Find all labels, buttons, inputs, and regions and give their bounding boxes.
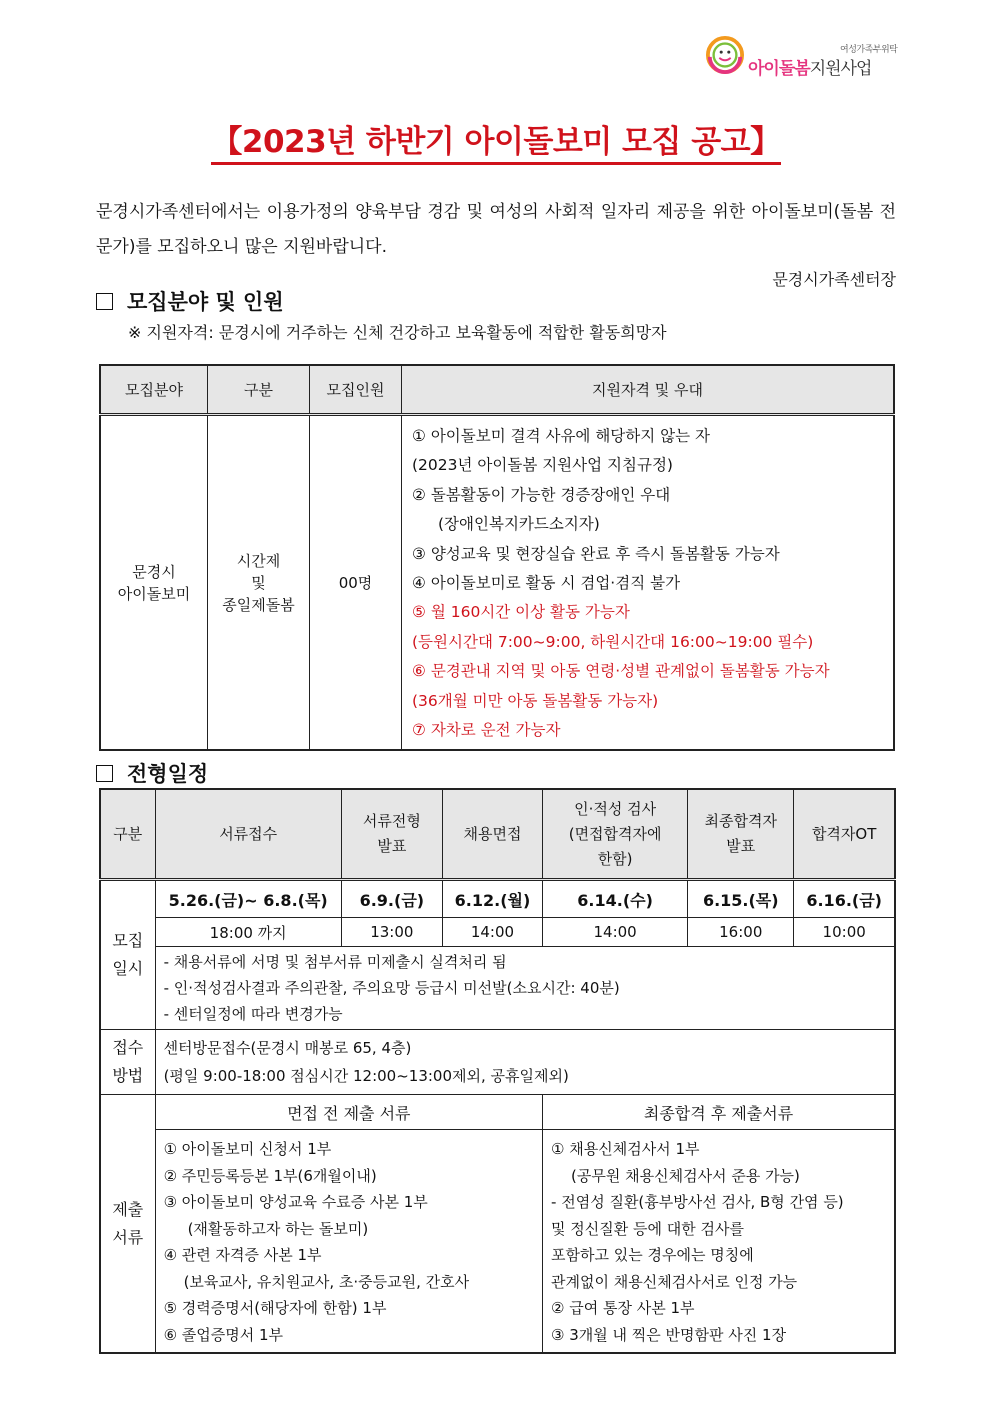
schedule-label (100, 880, 155, 1030)
header-docs-result (341, 789, 442, 880)
schedule-label-2: 일시 (112, 959, 144, 978)
doc-item: ② 급여 통장 사본 1부 (551, 1299, 695, 1317)
header-qualification: 지원자격 및 우대 (402, 365, 895, 415)
doc-item: 관계없이 채용신체검사서로 인정 가능 (551, 1272, 798, 1291)
method-label-1: 접수 (112, 1038, 144, 1057)
doc-item: ② 주민등록등본 1부(6개월이내) (163, 1166, 377, 1185)
qual-item: (2023년 아이돌봄 지원사업 지침규정) (412, 456, 673, 475)
schedule-notes (155, 947, 895, 1030)
checkbox-square-icon (96, 293, 113, 310)
schedule-note: - 채용서류에 서명 및 첨부서류 미제출시 실격처리 됨 (163, 953, 507, 971)
header-final-2: 발표 (726, 837, 756, 855)
doc-item: ③ 3개월 내 찍은 반명함판 사진 1장 (551, 1325, 787, 1344)
qual-item: ② 돌봄활동이 가능한 경증장애인 우대 (412, 485, 671, 504)
section-recruit-title: 모집분야 및 인원 (127, 290, 284, 314)
signer: 문경시가족센터장 (772, 270, 896, 289)
logo-name (748, 54, 871, 79)
recruit-table (99, 364, 895, 751)
doc-item: ⑤ 경력증명서(해당자에 한함) 1부 (163, 1299, 387, 1317)
qual-item-highlight: ⑤ 월 160시간 이상 활동 가능자 (412, 603, 630, 622)
header-final (688, 789, 794, 880)
section-schedule-heading (96, 758, 208, 788)
header-type: 구분 (208, 365, 310, 415)
doc-item: ① 채용신체검사서 1부 (551, 1140, 700, 1158)
header-field: 모집분야 (100, 365, 208, 415)
type-line-1: 시간제 (236, 551, 281, 570)
time-docs-result: 13:00 (341, 918, 442, 947)
qual-item: ④ 아이돌보미로 활동 시 겸업·겸직 불가 (412, 573, 681, 592)
method-line: 센터방문접수(문경시 매봉로 65, 4층) (163, 1039, 412, 1057)
date-docs-result: 6.9.(금) (341, 880, 442, 918)
date-aptitude: 6.14.(수) (543, 880, 688, 918)
header-final-1: 최종합격자 (704, 812, 777, 830)
date-docs-receive: 5.26.(금)~ 6.8.(목) (155, 880, 341, 918)
logo-name-pink: 아이돌봄 (748, 59, 810, 79)
doc-item: (보육교사, 유치원교사, 초·중등교원, 간호사 (183, 1272, 470, 1291)
eligibility-note: ※ 지원자격: 문경시에 거주하는 신체 건강하고 보육활동에 적합한 활동희망자 (128, 323, 667, 342)
schedule-table (99, 788, 896, 1354)
header-ot: 합격자OT (794, 789, 895, 880)
page-title (0, 116, 992, 161)
qual-item: ① 아이돌보미 결격 사유에 해당하지 않는 자 (412, 427, 710, 445)
post-docs-list (543, 1130, 895, 1354)
logo-name-dark: 지원사업 (809, 59, 872, 79)
qual-item-highlight: ⑦ 자차로 운전 가능자 (412, 720, 561, 739)
doc-item: (공무원 채용신체검사서 준용 가능) (571, 1166, 800, 1185)
header-interview: 채용면접 (442, 789, 542, 880)
type-line-3: 종일제돌봄 (222, 595, 295, 614)
time-docs-receive: 18:00 까지 (155, 918, 341, 947)
field-line-1: 문경시 (132, 562, 176, 581)
time-aptitude: 14:00 (543, 918, 688, 947)
recruit-type (208, 415, 310, 751)
method-label-2: 방법 (112, 1066, 144, 1085)
docs-label (100, 1095, 155, 1354)
pre-docs-list (155, 1130, 542, 1354)
program-logo (706, 36, 906, 79)
header-docs-result-2: 발표 (377, 837, 407, 855)
type-line-2: 및 (251, 573, 266, 592)
recruit-field (100, 415, 208, 751)
receive-method (155, 1030, 895, 1095)
header-aptitude-2: (면접합격자에 (568, 824, 662, 843)
method-line: (평일 9:00-18:00 점심시간 12:00~13:00제외, 공휴일제외) (163, 1067, 569, 1085)
page-title-text: 【2023년 하반기 아이돌보미 모집 공고】 (211, 124, 780, 165)
date-interview: 6.12.(월) (442, 880, 542, 918)
post-docs-title: 최종합격 후 제출서류 (543, 1095, 895, 1130)
section-schedule-title: 전형일정 (127, 762, 209, 786)
header-docs-result-1: 서류전형 (362, 812, 421, 830)
qual-item: (장애인복지카드소지자) (438, 515, 600, 534)
intro-paragraph: 문경시가족센터에서는 이용가정의 양육부담 경감 및 여성의 사회적 일자리 제공을 위한 아이돌보미(돌봄 전문가)를 모집하오니 많은 지원바랍니다. (96, 202, 897, 257)
date-ot: 6.16.(금) (794, 880, 895, 918)
header-docs-receive: 서류접수 (155, 789, 341, 880)
smiley-logo-icon (706, 36, 744, 74)
header-aptitude-3: 한함) (597, 849, 633, 868)
header-aptitude (543, 789, 688, 880)
recruit-count: 00명 (310, 415, 402, 751)
qual-item: ③ 양성교육 및 현장실습 완료 후 즉시 돌봄활동 가능자 (412, 544, 780, 563)
docs-label-2: 서류 (112, 1227, 144, 1247)
schedule-label-1: 모집 (112, 931, 144, 950)
checkbox-square-icon (96, 765, 113, 782)
doc-item: (재활동하고자 하는 돌보미) (187, 1219, 369, 1238)
pre-docs-title: 면접 전 제출 서류 (155, 1095, 542, 1130)
doc-item: ① 아이돌보미 신청서 1부 (163, 1140, 332, 1158)
logo-subtitle: 여성가족부위탁 (840, 45, 898, 55)
section-recruit-heading (96, 286, 284, 316)
method-label (100, 1030, 155, 1095)
field-line-2: 아이돌보미 (117, 584, 191, 603)
docs-label-1: 제출 (112, 1199, 144, 1219)
qual-item-highlight: ⑥ 문경관내 지역 및 아동 연령·성별 관계없이 돌봄활동 가능자 (412, 662, 830, 681)
schedule-note: - 센터일정에 따라 변경가능 (163, 1005, 343, 1023)
time-ot: 10:00 (794, 918, 895, 947)
time-final: 16:00 (688, 918, 794, 947)
doc-item: ③ 아이돌보미 양성교육 수료증 사본 1부 (163, 1193, 428, 1211)
doc-item: - 전염성 질환(흉부방사선 검사, B형 간염 등) (551, 1193, 844, 1211)
doc-item: ⑥ 졸업증명서 1부 (163, 1325, 284, 1344)
doc-item: 및 정신질환 등에 대한 검사를 (551, 1219, 744, 1238)
time-interview: 14:00 (442, 918, 542, 947)
header-count: 모집인원 (310, 365, 402, 415)
doc-item: 포함하고 있는 경우에는 명칭에 (551, 1246, 754, 1264)
header-aptitude-1: 인·적성 검사 (574, 799, 657, 818)
qualification-list (402, 415, 895, 751)
doc-item: ④ 관련 자격증 사본 1부 (163, 1246, 322, 1264)
qual-item-highlight: (등원시간대 7:00~9:00, 하원시간대 16:00~19:00 필수) (412, 632, 814, 651)
schedule-note: - 인·적성검사결과 주의관찰, 주의요망 등급시 미선발(소요시간: 40분) (163, 979, 620, 997)
qual-item-highlight: (36개월 미만 아동 돌봄활동 가능자) (412, 691, 659, 710)
header-div: 구분 (100, 789, 155, 880)
date-final: 6.15.(목) (688, 880, 794, 918)
